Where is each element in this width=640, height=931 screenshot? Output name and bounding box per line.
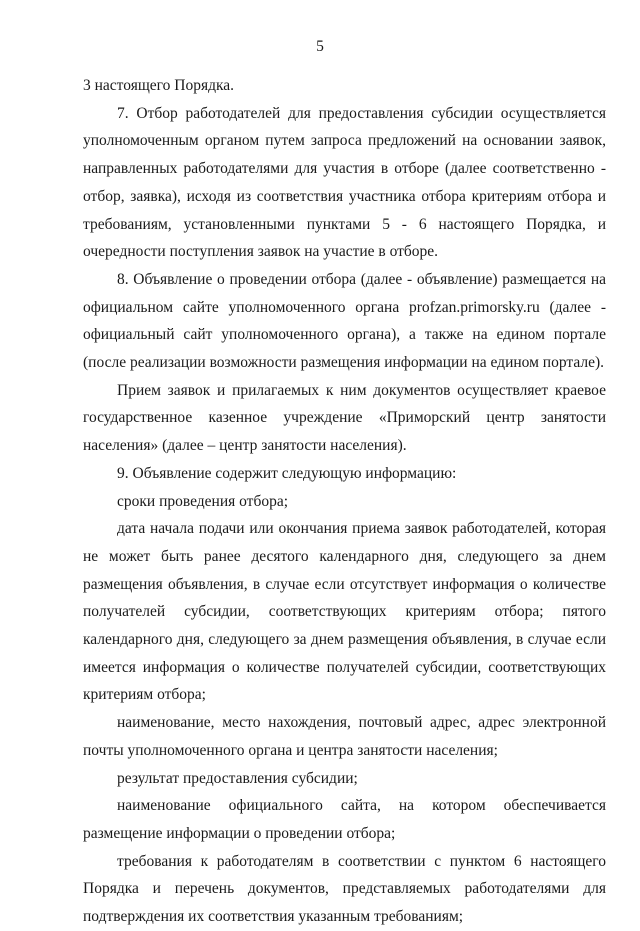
document-body: [83, 72, 606, 931]
paragraph-list-item: сроки проведения отбора;: [117, 492, 289, 510]
paragraph-clause-9: 9. Объявление содержит следующую информацию:: [117, 464, 457, 482]
paragraph-list-item: наименование официального сайта, на котором обеспечивается размещение информации о проведении отбора;: [83, 797, 606, 842]
paragraph-list-item: дата начала подачи или окончания приема заявок работодателей, которая не может быть ранее десятого календарного дня, следующего за днем размещения объявления, в случае если отсутствует информация о количестве получателей субсидии, соответствующих критериям отбора; пятого календарного дня, следующего за днем размещения объявления, в случае если имеется информация о количестве получателей субсидии, соответствующих критериям отбора;: [83, 520, 606, 704]
paragraph-list-item: результат предоставления субсидии;: [117, 769, 358, 787]
page-number: 5: [316, 38, 324, 55]
paragraph-list-item: требования к работодателям в соответствии с пунктом 6 настоящего Порядка и перечень документов, представляемых работодателями для подтверждения их соответствия указанным требованиям;: [83, 852, 606, 926]
paragraph-clause-7: 7. Отбор работодателей для предоставления субсидии осуществляется уполномоченным органом путем запроса предложений на основании заявок, направленных работодателями для участия в отборе (далее соответственно - отбор, заявка), исходя из соответствия участника отбора критериям отбора и требованиям, установленными пунктами 5 - 6 настоящего Порядка, и очередности поступления заявок на участие в отборе.: [83, 104, 606, 261]
paragraph-continuation: 3 настоящего Порядка.: [83, 77, 235, 94]
paragraph-clause-8: 8. Объявление о проведении отбора (далее - объявление) размещается на официальном сайте уполномоченного органа profzan.primorsky.ru (далее - официальный сайт уполномоченного органа), а также на едином портале (после реализации возможности размещения информации на едином портале).: [83, 270, 606, 372]
paragraph-list-item: наименование, место нахождения, почтовый адрес, адрес электронной почты уполномоченного органа и центра занятости населения;: [83, 714, 606, 759]
paragraph-reception: Прием заявок и прилагаемых к ним документов осуществляет краевое государственное казенное учреждение «Приморский центр занятости населения» (далее – центр занятости населения).: [83, 381, 606, 455]
